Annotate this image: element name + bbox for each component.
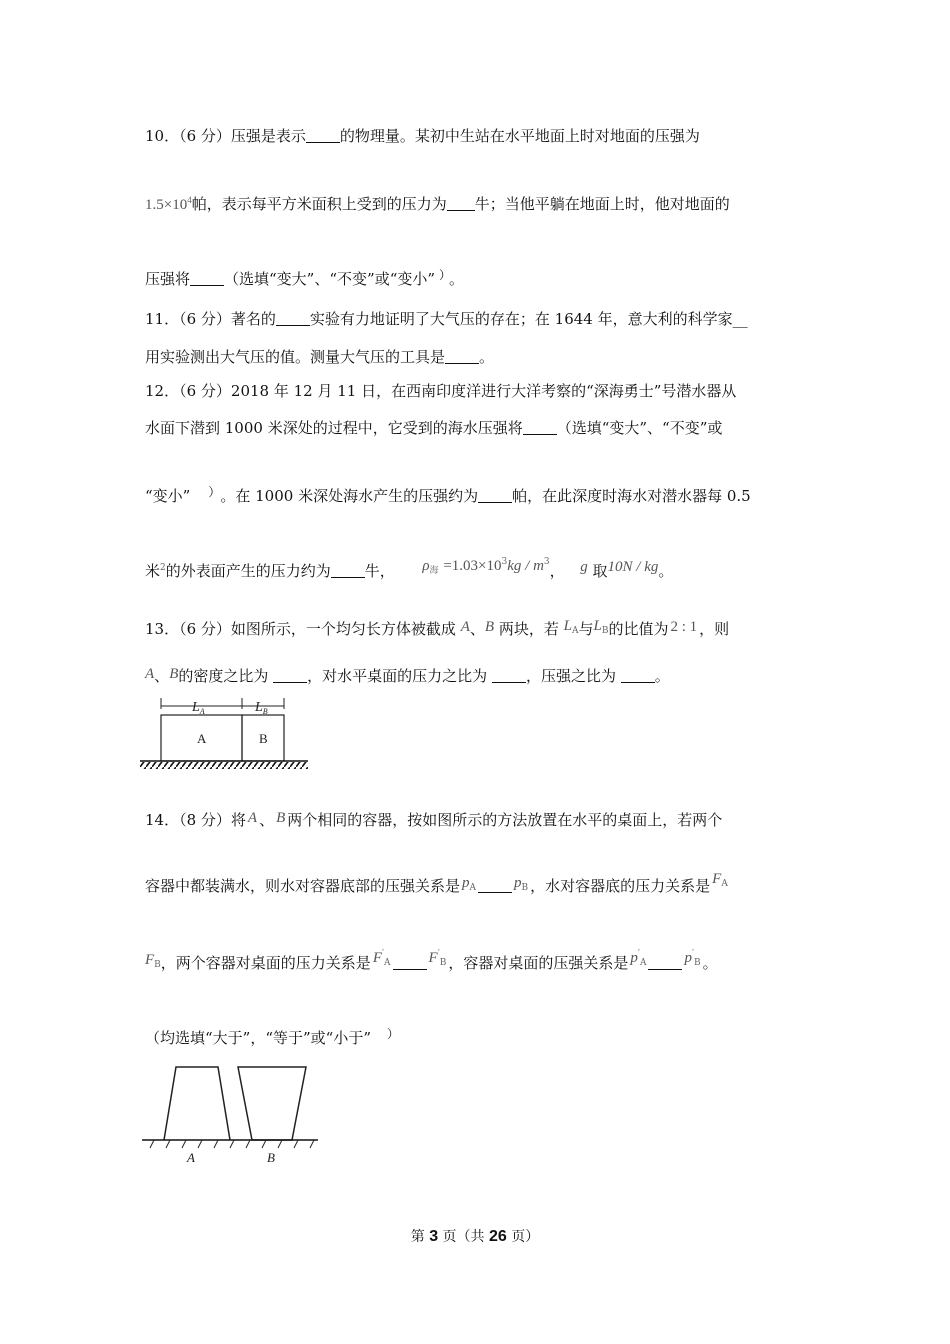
- q14-text: （均选填“大于”，“等于”或“小于”: [145, 1029, 372, 1047]
- q11-text: 用实验测出大气压的值。测量大气压的工具是: [145, 348, 446, 366]
- q13-text: ，则: [699, 620, 730, 638]
- q12-text: 牛，: [364, 562, 395, 580]
- answer-blank[interactable]: [190, 271, 224, 286]
- var-ppB: $p'_B$: [684, 949, 701, 968]
- answer-blank[interactable]: [306, 128, 340, 143]
- var-ppA: $p'_A$: [630, 949, 647, 968]
- page-footer: 第 3 页（共 26 页）: [410, 1228, 540, 1245]
- q14-line2: [145, 871, 730, 902]
- q12-line3: [145, 482, 751, 506]
- q10-text: 。: [449, 270, 465, 288]
- q11-line1: [145, 309, 748, 329]
- var-B: B: [484, 619, 495, 635]
- q14-text: 14．（8 分）将: [145, 811, 246, 829]
- q13-text: ，压强之比为: [525, 667, 616, 685]
- q10-line1: [145, 126, 700, 146]
- q10-text: 10．（6 分）压强是表示: [145, 127, 306, 145]
- q12-text: ，: [549, 562, 565, 580]
- var-FB: $F_B$: [145, 952, 161, 970]
- answer-blank[interactable]: [648, 955, 682, 970]
- q14-text: ，两个容器对桌面的压力关系是: [160, 954, 371, 972]
- var-LB: $L_B$: [593, 618, 609, 636]
- q12-text: 米: [145, 562, 161, 580]
- q14-figure: [140, 1062, 325, 1172]
- answer-blank[interactable]: [478, 878, 512, 893]
- q14-line4: [145, 1024, 405, 1048]
- var-A: A: [145, 666, 155, 682]
- q14-text: 。: [702, 954, 718, 972]
- q13-figure: [140, 695, 315, 775]
- container-A: [164, 1067, 230, 1140]
- q10-text: 的物理量。某初中生站在水平地面上时对地面的压强为: [339, 127, 700, 145]
- q12-text: 帕，在此深度时海水对潜水器每 0.5: [512, 487, 751, 505]
- page-number: 3: [429, 1228, 439, 1245]
- q14-text: ，水对容器底的压力关系是: [530, 877, 711, 895]
- paren: ）: [208, 485, 215, 499]
- q10-line3: [145, 265, 464, 289]
- q14-line1: 14．（8 分）将 A 、 B 两个相同的容器，按如图所示的方法放置在水平的桌面上，若两个: [145, 810, 723, 829]
- q14-text: ，容器对桌面的压强关系是: [448, 954, 629, 972]
- q11-line2: [145, 347, 494, 367]
- answer-blank[interactable]: [492, 668, 526, 683]
- q12-text: 。: [658, 562, 674, 580]
- var-FpB: $F'_B$: [428, 949, 447, 968]
- ratio: 2 : 1: [670, 619, 698, 635]
- density-formula: $\rho_海 =1.03\times 10^3kg / m^3$: [422, 557, 550, 576]
- var-pA: $p_A$: [462, 875, 477, 893]
- q13-text: 两块，若: [498, 620, 559, 638]
- q12-line4: [145, 558, 673, 587]
- q10-line2: [145, 190, 730, 215]
- answer-blank[interactable]: [331, 563, 365, 578]
- q12-text: 水面下潜到 1000 米深处的过程中，它受到的海水压强将: [145, 419, 523, 437]
- answer-blank[interactable]: [276, 311, 310, 326]
- container-B-label: B: [267, 1150, 275, 1165]
- answer-blank[interactable]: [393, 955, 427, 970]
- q10-text: （选填“变大”、“不变”或“变小”: [224, 270, 436, 288]
- block-A-label: A: [197, 731, 207, 746]
- var-A: A: [247, 810, 258, 826]
- q13-text: 的密度之比为: [178, 667, 269, 685]
- q13-text: ，对水平桌面的压力之比为: [307, 667, 488, 685]
- q12-text: （选填“变大”、“不变”或: [556, 419, 723, 437]
- answer-blank[interactable]: [447, 196, 475, 211]
- paren: ）: [387, 1027, 400, 1041]
- var-B: B: [276, 810, 286, 826]
- page-total: 26: [489, 1228, 507, 1245]
- var-A: A: [460, 619, 470, 635]
- exponent: 2: [160, 563, 166, 573]
- q14-line3: [145, 950, 718, 979]
- table-hatching: [140, 762, 308, 769]
- q13-text: 。: [654, 667, 670, 685]
- q13-text: 的比值为: [608, 620, 669, 638]
- pressure-value: $1.5\times 10^4$: [145, 195, 192, 213]
- q10-text: 帕，表示每平方米面积上受到的压力为: [191, 195, 447, 213]
- q12-text: 的外表面产生的压力约为: [165, 562, 331, 580]
- var-pB: $p_B$: [514, 875, 529, 893]
- q14-text: 两个相同的容器，按如图所示的方法放置在水平的桌面上，若两个: [287, 811, 723, 829]
- var-FA: $F_A$: [712, 871, 728, 889]
- var-FpA: $F'_A$: [372, 949, 391, 968]
- label-LA: $L_A$: [192, 700, 205, 716]
- q12-text: 。在 1000 米深处海水产生的压强约为: [220, 487, 479, 505]
- q12-text: 12．（6 分）2018 年 12 月 11 日，在西南印度洋进行大洋考察的“深海勇士”号潜水器从: [145, 382, 737, 400]
- q13-text: 13．（6 分）如图所示，一个均匀长方体被截成: [145, 620, 456, 638]
- container-B: [238, 1067, 306, 1140]
- q12-line2: [145, 418, 722, 438]
- var-LA: $L_A$: [563, 618, 579, 636]
- answer-blank[interactable]: [478, 488, 512, 503]
- answer-blank[interactable]: [445, 349, 479, 364]
- q13-line1: 13．（6 分）如图所示，一个均匀长方体被截成 A、B 两块，若 $L_A$与$L_B$的比值为 2 : 1 ，则: [145, 618, 730, 638]
- var-B: B: [169, 666, 179, 682]
- q11-text: 11．（6 分）著名的: [145, 310, 276, 328]
- q11-text: 实验有力地证明了大气压的存在；在 1644 年，意大利的科学家__: [309, 310, 748, 328]
- answer-blank[interactable]: [621, 668, 655, 683]
- container-A-label: A: [187, 1150, 195, 1165]
- q14-text: 容器中都装满水，则水对容器底部的压强关系是: [145, 877, 461, 895]
- answer-blank[interactable]: [523, 420, 557, 435]
- label-LB: $L_B$: [255, 700, 268, 716]
- gravity-value: g 取10N / kg: [580, 559, 659, 580]
- paren: ）: [439, 268, 446, 282]
- q10-text: 牛；当他平躺在地面上时，他对地面的: [474, 195, 730, 213]
- q12-line1: [145, 381, 736, 401]
- q13-line2: A、B的密度之比为 ，对水平桌面的压力之比为 ，压强之比为 。: [145, 666, 670, 685]
- q10-text: 压强将: [145, 270, 191, 288]
- q11-text: 。: [479, 348, 495, 366]
- table-ticks: [150, 1140, 314, 1148]
- block-B-label: B: [259, 731, 268, 746]
- answer-blank[interactable]: [273, 668, 307, 683]
- q12-text: “变小”: [145, 487, 191, 505]
